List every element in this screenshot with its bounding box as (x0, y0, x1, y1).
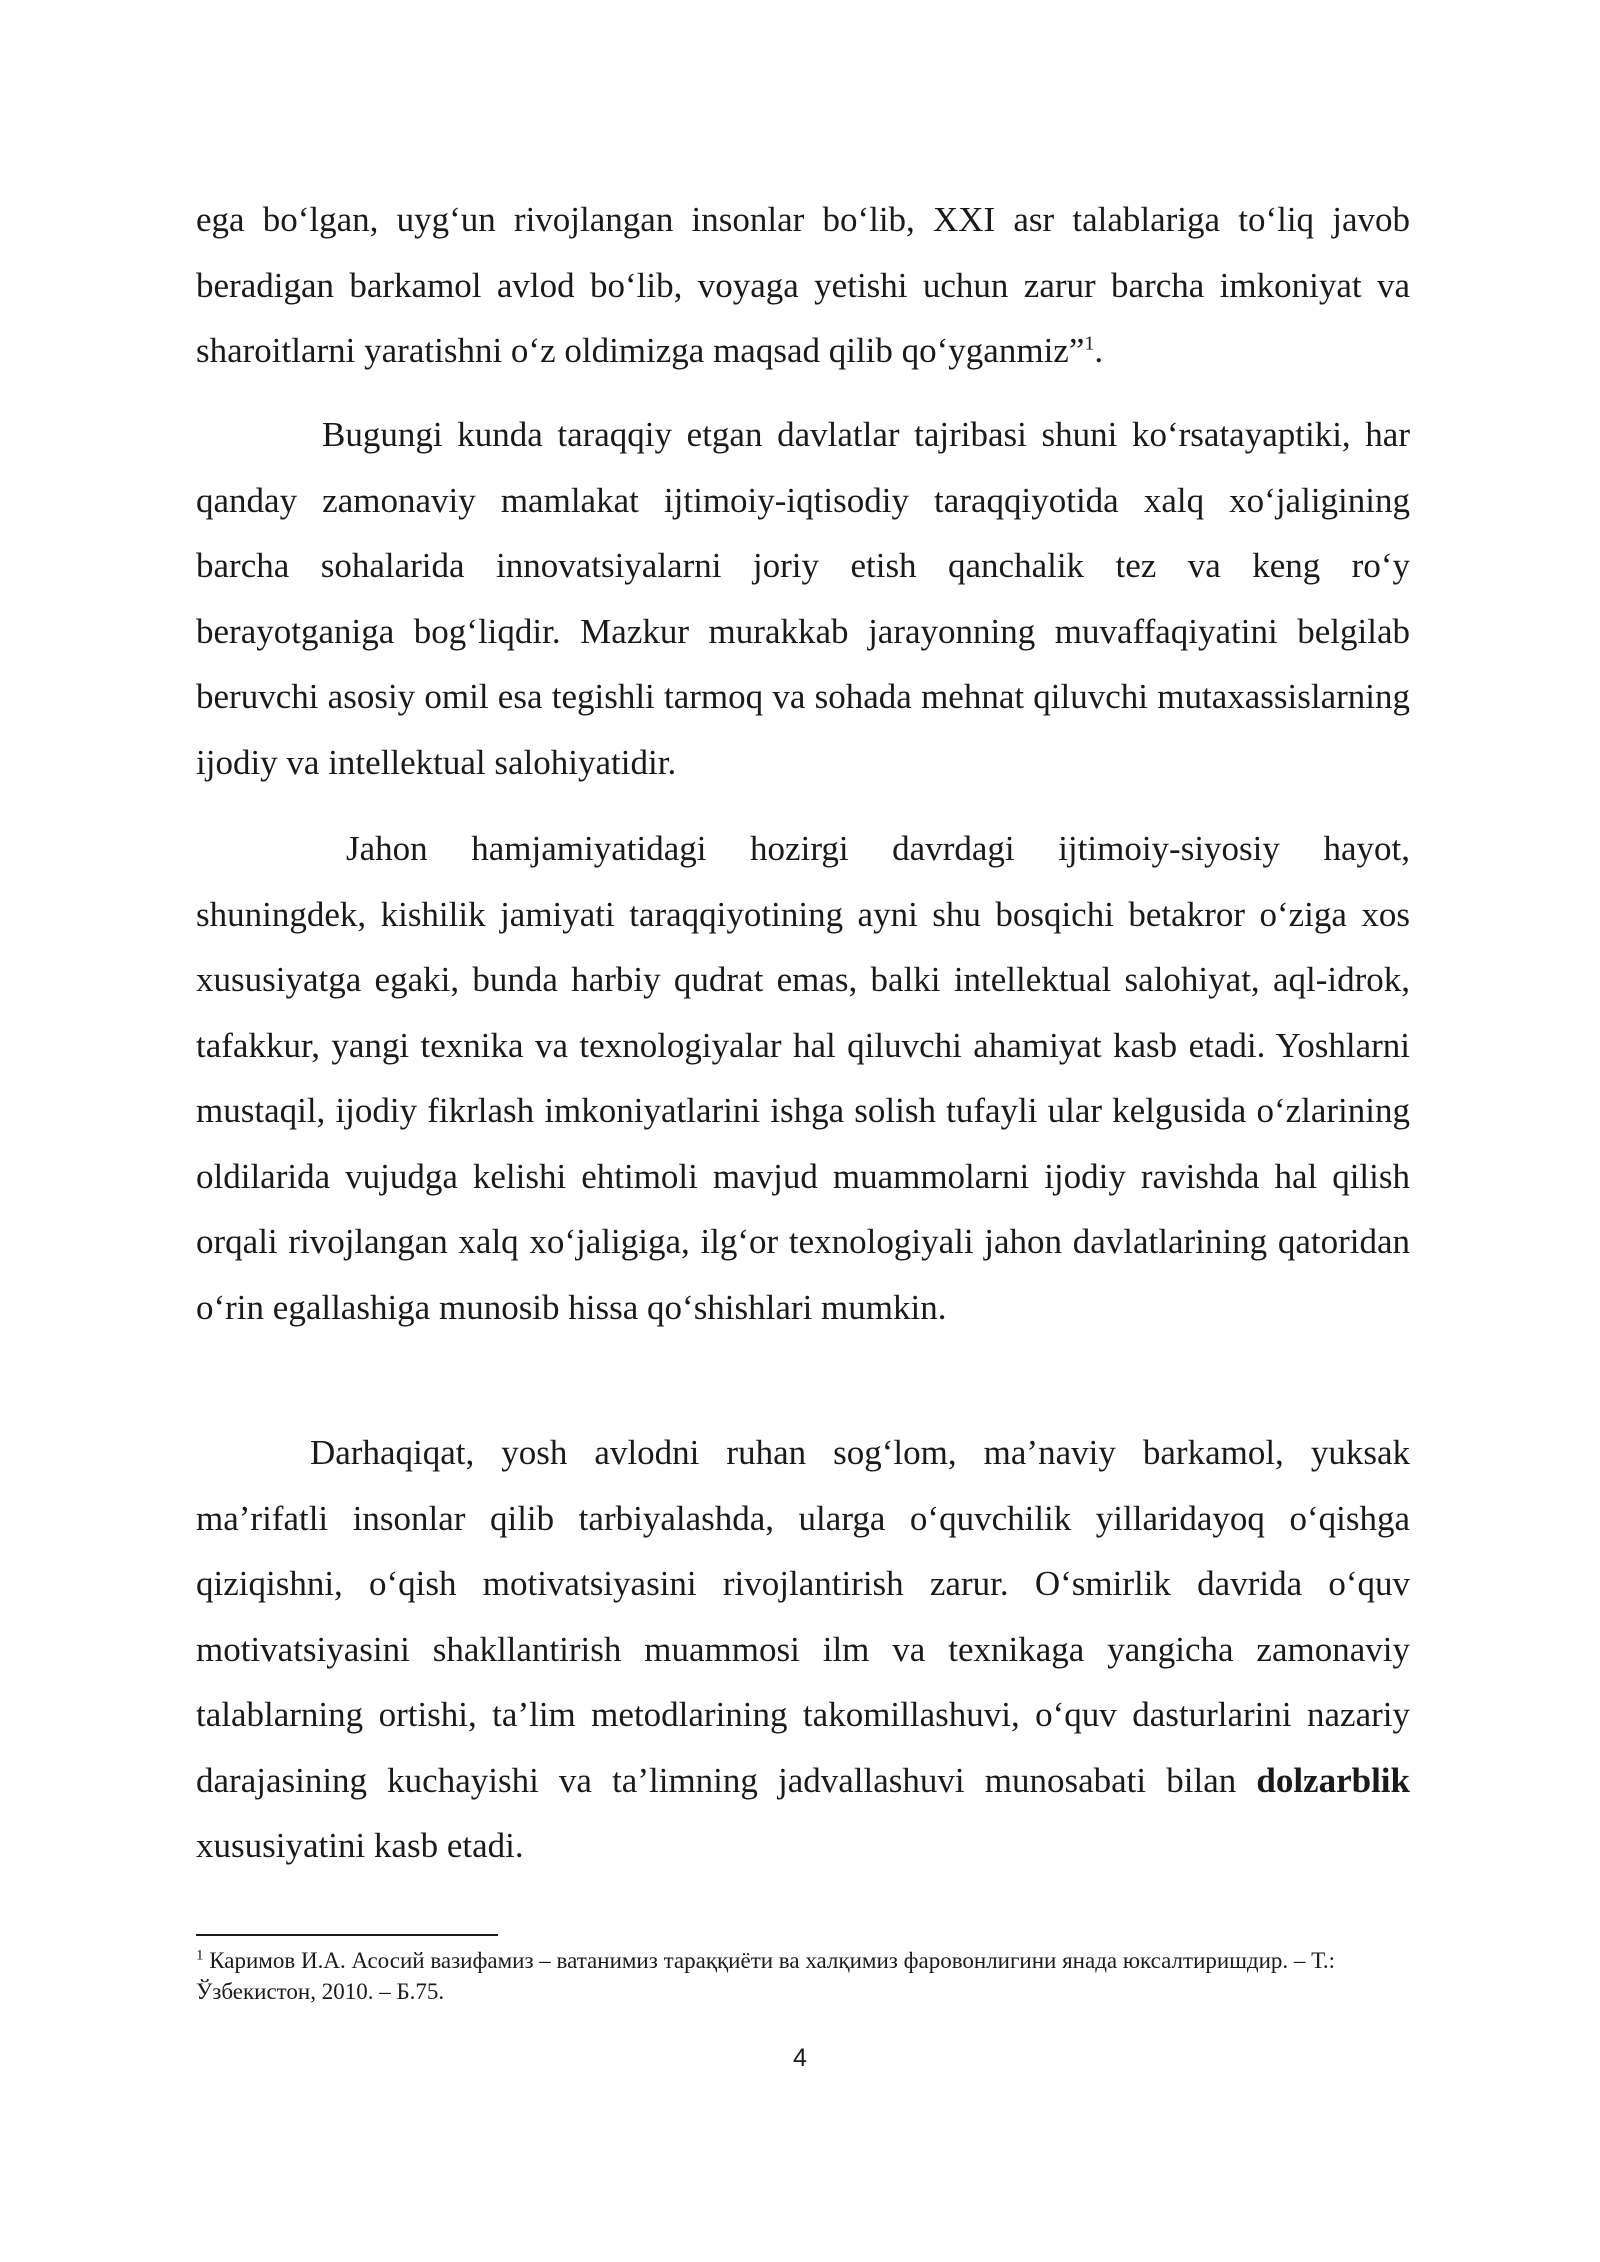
paragraph-4 (196, 1420, 1410, 1879)
paragraph-1-end: . (1094, 331, 1104, 370)
footnote-number: 1 (196, 1947, 204, 1964)
footnote-separator (196, 1934, 498, 1936)
paragraph-2: Bugungi kunda taraqqiy etgan davlatlar tajribasi shuni ko‘rsatayaptiki, har qanday zamonaviy mamlakat ijtimoiy-iqtisodiy taraqqiyotida xalq xo‘jaligining barcha sohalarida innovatsiyalarni joriy etish qanchalik tez va keng ro‘y berayotganiga bog‘liqdir. Mazkur murakkab jarayonning muvaffaqiyatini belgilab beruvchi asosiy omil esa tegishli tarmoq va sohada mehnat qiluvchi mutaxassislarning ijodiy va intellektual salohiyatidir. (196, 415, 1410, 782)
page-number: 4 (793, 2044, 807, 2072)
paragraph-1-text: ega bo‘lgan, uyg‘un rivojlangan insonlar bo‘lib, XXI asr talablariga to‘liq javob beradigan barkamol avlod bo‘lib, voyaga yetishi uchun zarur barcha imkoniyat va sharoitlarni yaratishni o‘z oldimizga maqsad qilib qo‘yganmiz” (196, 200, 1410, 370)
paragraph-3: Jahon hamjamiyatidagi hozirgi davrdagi ijtimoiy-siyosiy hayot, shuningdek, kishilik jamiyati taraqqiyotining ayni shu bosqichi betakror o‘ziga xos xususiyatga egaki, bunda harbiy qudrat emas, balki intellektual salohiyat, aql-idrok, tafakkur, yangi texnika va texnologiyalar hal qiluvchi ahamiyat kasb etadi. Yoshlarni mustaqil, ijodiy fikrlash imkoniyatlarini ishga solish tufayli ular kelgusida o‘zlarining oldilarida vujudga kelishi ehtimoli mavjud muammolarni ijodiy ravishda hal qilish orqali rivojlangan xalq xo‘jaligiga, ilg‘or texnologiyali jahon davlatlarining qatoridan o‘rin egallashiga munosib hissa qo‘shishlari mumkin. (196, 829, 1410, 1327)
footnote-text: Каримов И.А. Асосий вазифамиз – ватанимиз тараққиёти ва халқимиз фаровонлигини янада юксалтиришдир. – Т.: Ўзбекистон, 2010. – Б.75. (196, 1948, 1336, 2004)
paragraph-1 (196, 187, 1410, 384)
footnote (196, 1945, 1410, 2007)
bold-term: dolzarblik (1256, 1760, 1410, 1800)
footnote-reference: 1 (1084, 332, 1095, 355)
paragraph-4-text: Darhaqiqat, yosh avlodni ruhan sog‘lom, ma’naviy barkamol, yuksak ma’rifatli insonlar qilib tarbiyalashda, ularga o‘quvchilik yillaridayoq o‘qishga qiziqishni, o‘qish motivatsiyasini rivojlantirish zarur. O‘smirlik davrida o‘quv motivatsiyasini shakllantirish muammosi ilm va texnikaga yangicha zamonaviy talablarning ortishi, ta’lim metodlarining takomillashuvi, o‘quv dasturlarini nazariy darajasining kuchayishi va ta’limning jadvallashuvi munosabati bilan (196, 1433, 1410, 1800)
paragraph-4-end: xususiyatini kasb etadi. (196, 1826, 524, 1865)
